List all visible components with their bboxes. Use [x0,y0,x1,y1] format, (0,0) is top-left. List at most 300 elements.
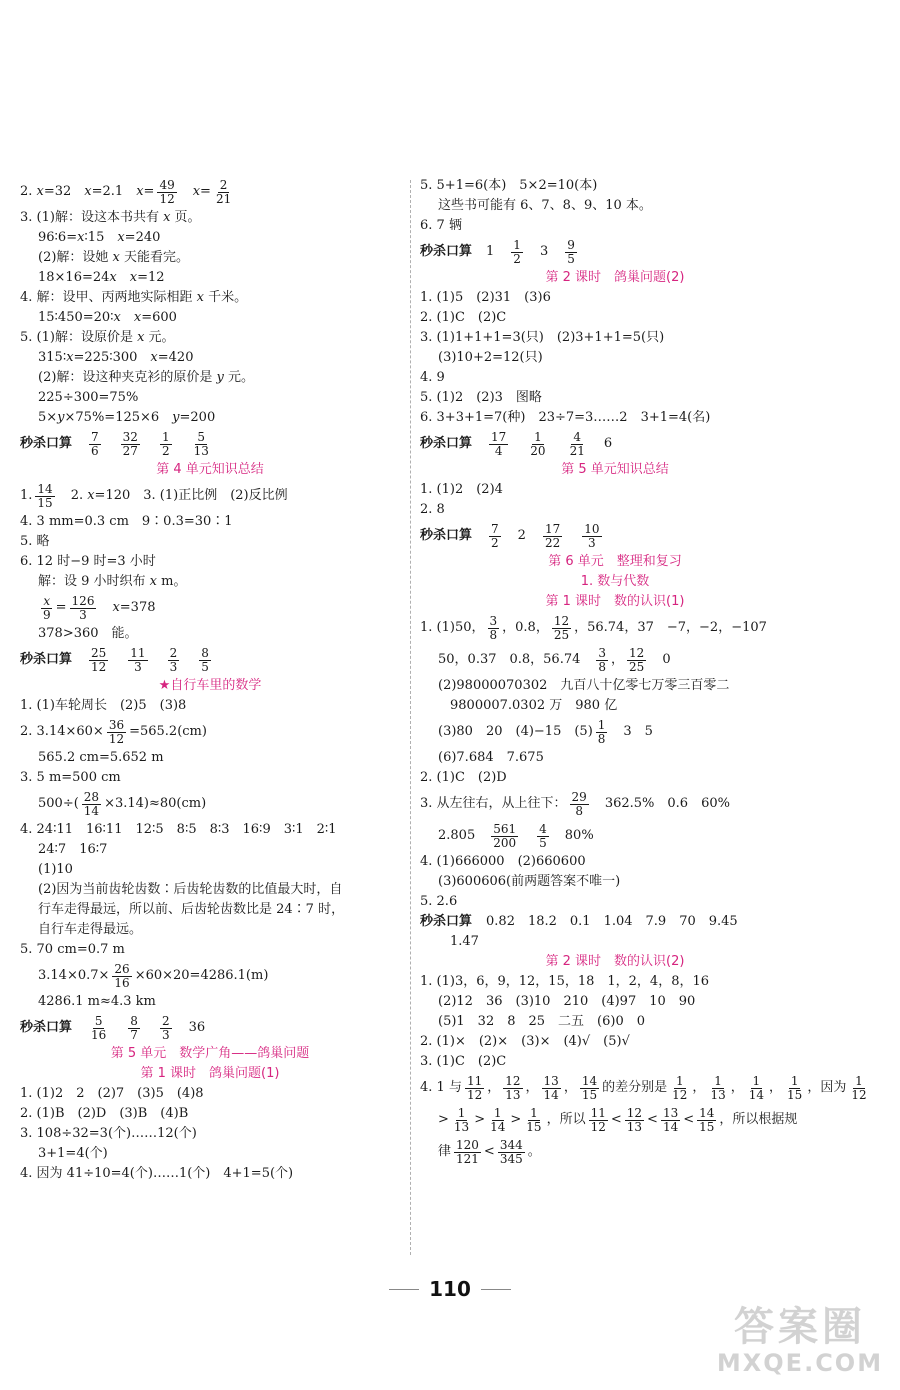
denominator: 5 [201,659,209,674]
answer-line [20,992,400,1012]
section-heading: 第 5 单元知识总结 [561,462,669,477]
denominator: 14 [83,803,100,818]
answer: 6 [603,436,613,451]
text-run: ， [487,1080,501,1095]
text-run: 5. 略 [20,534,50,549]
fraction [70,595,97,622]
text-run: 3 5 [610,724,653,739]
text-run: 80% [551,828,594,843]
fraction [747,1075,766,1102]
denominator: 5 [539,835,547,850]
section-heading: 第 4 单元知识总结 [156,462,264,477]
numerator: 1 [161,429,170,444]
text-run: 3+1=4(个) [38,1146,108,1161]
text-run: 自行车走得最远。 [38,922,143,937]
text-run: 行车走得最远，所以前、后齿轮齿数比是 24∶7 时， [38,902,345,917]
answer-line [420,872,810,892]
answer-line [20,920,400,940]
mental-math-label: 秒杀口算 [20,436,73,451]
numerator: 11 [466,1073,483,1088]
mental-math-label: 秒杀口算 [420,914,473,929]
text-run: ， [611,652,625,667]
denominator: 3 [79,607,87,622]
fraction [849,1075,868,1102]
numerator: 1 [513,237,521,252]
fraction [41,595,53,622]
text-run: 5. 2.6 [420,894,458,909]
text-run: 的差分别是 [602,1080,668,1095]
denominator: 2 [513,251,521,266]
fraction [89,1015,108,1042]
answer-line [420,348,810,368]
numerator: 17 [491,429,507,444]
section-heading: ★自行车里的数学 [158,678,262,693]
text-run: 3. 从左往右，从上往下： [420,796,567,811]
answer-line [420,308,810,328]
fraction [214,179,233,206]
numerator: 561 [493,821,517,836]
text-run: ， [730,1080,744,1095]
answer-line [20,228,400,248]
answer: 0.82 18.2 0.1 1.04 7.9 70 9.45 [486,914,738,929]
denominator: 4 [494,443,503,458]
numerator: 1 [530,1105,538,1120]
answer-line [420,820,810,852]
denominator: 12 [108,731,125,746]
fraction [670,1075,689,1102]
answer: 1 [486,244,495,259]
answer-line [420,972,810,992]
text-run: 24∶7 16∶7 [38,842,108,857]
fraction [627,647,646,674]
fraction [785,1075,804,1102]
denominator: 13 [626,1119,643,1134]
answer-line [20,748,400,768]
answer-line [420,500,810,520]
numerator: 25 [91,645,107,660]
text-run: (2)解：设她 𝑥 天能看完。 [38,250,190,265]
numerator: 28 [83,789,100,804]
text-run: 这些书可能有 6、7、8、9、10 本。 [438,198,652,213]
denominator: 22 [544,535,561,550]
fraction [524,1107,543,1134]
numerator: 12 [505,1073,521,1088]
text-run: (3)600606(前两题答案不唯一) [438,874,621,889]
text-run: ，56.74，37 −7，−2，−107 [574,620,767,635]
answer-line [20,624,400,644]
watermark-line2: MXQE.COM [716,1349,884,1377]
text-run: ×3.14)≈80(cm) [104,796,207,811]
fraction [589,1107,608,1134]
right-column [420,176,867,1168]
text-run: 50，0.37 0.8，56.74 [438,652,594,667]
denominator: 8 [575,803,583,818]
answer-line [420,1072,867,1104]
answer-line [420,368,810,388]
text-run: 2. 3.14×60× [20,724,104,739]
fraction [582,523,601,550]
text-run: (2)解：设这种夹克衫的原价是 𝑦 元。 [38,370,255,385]
fraction [580,1075,599,1102]
fraction [168,647,180,674]
denominator: 13 [193,443,209,458]
numerator: 29 [571,789,587,804]
numerator: 1 [752,1073,761,1088]
text-run: (6)7.684 7.675 [438,750,544,765]
text-run: 3. (1)C (2)C [420,1054,507,1069]
section-heading: 1. 数与代数 [580,574,650,589]
answer-line [420,1032,810,1052]
answer-line [20,308,400,328]
denominator: 16 [91,1027,107,1042]
footer-rule-left [389,1289,419,1290]
answer-line [20,840,400,860]
text-run: (2)12 36 (3)10 210 (4)97 10 90 [438,994,696,1009]
answer-line [20,248,400,268]
answer-line [20,348,400,368]
denominator: 12 [159,191,175,206]
answer-line [420,676,810,696]
text-run: 2. (1)C (2)C [420,310,507,325]
denominator: 3 [169,659,178,674]
mental-math-label: 秒杀口算 [20,652,73,667]
answer-line [20,368,400,388]
text-run: 6. 3+3+1=7(种) 23÷7=3……2 3+1=4(名) [420,410,711,425]
denominator: 13 [710,1087,726,1102]
answer-line [420,1136,810,1168]
text-run: 4286.1 m≈4.3 km [38,994,156,1009]
numerator: 3 [598,645,607,660]
answer-line [20,940,400,960]
text-run: 1. [20,488,33,503]
fraction [528,431,547,458]
denominator: 8 [598,659,607,674]
text-run: 5. 5+1=6(本) 5×2=10(本) [420,178,598,193]
mental-math-row [420,520,810,552]
answer-line [420,480,810,500]
numerator: 13 [543,1073,559,1088]
answer-line [20,860,400,880]
denominator: 13 [505,1087,521,1102]
fraction [568,431,587,458]
fraction [157,179,176,206]
text-run: 4. 1 与 [420,1080,462,1095]
fraction [160,431,172,458]
text-run: (1)10 [38,862,73,877]
answer-line [420,748,810,768]
fraction [570,791,589,818]
text-run: 解：设 9 小时织布 𝑥 m。 [38,574,187,589]
text-run: 1. (1)车轮周长 (2)5 (3)8 [20,698,187,713]
text-run: 378>360 能。 [38,626,138,641]
text-run: 5. (1)2 (2)3 图略 [420,390,542,405]
answer-line [20,696,400,716]
text-run: 6. 7 辆 [420,218,462,233]
numerator: 49 [159,177,175,192]
denominator: 16 [114,975,130,990]
numerator: 1 [597,717,606,732]
numerator: 13 [662,1105,679,1120]
denominator: 21 [215,191,232,206]
section-heading: 第 1 课时 鸽巢问题(1) [140,1066,280,1081]
answer-line [20,552,400,572]
mental-math-label: 秒杀口算 [20,1020,73,1035]
denominator: 6 [91,443,99,458]
numerator: 5 [197,429,206,444]
mental-math-label: 秒杀口算 [420,436,473,451]
mental-math-row [20,644,400,676]
answer-line [420,1052,810,1072]
watermark-line1: 答案圈 [734,1304,866,1350]
answer-line [20,880,400,900]
column-divider [410,180,411,1255]
answer-line [20,1104,400,1124]
answer-line [20,572,400,592]
text-run: 4. 解：设甲、丙两地实际相距 𝑥 千米。 [20,290,248,305]
mental-math-row [420,428,810,460]
text-run: 3.14×0.7× [38,968,110,983]
text-run: (2)98000070302 九百八十亿零七万零三百零二 [438,678,730,693]
text-run: 1. (1)2 (2)4 [420,482,503,497]
denominator: 14 [748,1087,765,1102]
text-run: 。 [527,1144,541,1159]
text-run: < [683,1112,695,1127]
text-run: 5. (1)解：设原价是 𝑥 元。 [20,330,175,345]
numerator: 1 [714,1073,722,1088]
text-run: 565.2 cm=5.652 m [38,750,164,765]
footer-rule-right [481,1289,511,1290]
section-heading: 第 2 课时 数的认识(2) [545,954,685,969]
answer-line [420,788,810,820]
denominator: 25 [629,659,645,674]
numerator: 7 [491,521,499,536]
denominator: 12 [672,1087,688,1102]
fraction [511,239,523,266]
text-run: 4. 3 mm=0.3 cm 9∶0.3=30∶1 [20,514,233,529]
text-run: (5)1 32 8 25 二五 (6)0 0 [438,1014,645,1029]
text-run: 2.805 [438,828,489,843]
fraction [452,1107,471,1134]
answer-line [20,208,400,228]
numerator: 12 [629,645,645,660]
answer-line [20,768,400,788]
numerator: 3 [489,613,498,628]
fraction [112,963,131,990]
answer-line [20,388,400,408]
denominator: 3 [161,1027,170,1042]
numerator: 2 [169,645,178,660]
watermark-logo [705,1305,895,1385]
fraction [121,431,140,458]
fraction [488,1107,507,1134]
text-run: 315∶𝑥=225∶300 𝑥=420 [38,350,194,365]
answer-line [20,288,400,308]
fraction [661,1107,680,1134]
denominator: 15 [581,1087,598,1102]
denominator: 8 [489,627,498,642]
numerator: 120 [456,1137,479,1152]
text-run: 0 [649,652,671,667]
text-run [521,826,534,846]
answer-line [420,612,810,644]
text-run: 2. (1)C (2)D [420,770,507,785]
numerator: 11 [130,645,146,660]
fraction [454,1139,481,1166]
answer-line [20,1124,400,1144]
fraction [89,431,101,458]
answer: 36 [188,1020,206,1035]
fraction [489,431,508,458]
answer-line [420,216,810,236]
numerator: 17 [544,521,561,536]
text-run: > [474,1112,486,1127]
mental-math-row [420,912,810,932]
answer-line [420,852,810,872]
answer-line [420,1012,810,1032]
fraction [552,615,571,642]
denominator: 12 [466,1087,483,1102]
denominator: 121 [456,1151,479,1166]
section-heading: 第 2 课时 鸽巢问题(2) [545,270,685,285]
numerator: 1 [855,1073,863,1088]
fraction [488,615,500,642]
denominator: 12 [91,659,107,674]
answer-line [20,480,400,512]
text-run: 225÷300=75% [38,390,139,405]
answer-line [420,696,810,716]
answer-line [20,328,400,348]
numerator: 12 [553,613,570,628]
numerator: 11 [590,1105,606,1120]
text-run: = [55,600,67,615]
text-run: 𝑥= [179,184,211,199]
text-run: 3. (1)1+1+1=3(只) (2)3+1+1=5(只) [420,330,665,345]
numerator: 8 [130,1013,138,1028]
fraction [465,1075,484,1102]
fraction [489,523,501,550]
text-run: 5. 70 cm=0.7 m [20,942,125,957]
answer-line [420,196,810,216]
fraction [199,647,211,674]
text-run: 1. (1)50， [420,620,485,635]
fraction [160,1015,172,1042]
fraction [625,1107,644,1134]
answer-line [420,768,810,788]
answer-line [20,176,400,208]
denominator: 15 [787,1087,803,1102]
numerator: 32 [122,429,138,444]
page-number: 110 [429,1277,471,1301]
page-footer [330,1275,570,1303]
denominator: 8 [597,731,606,746]
answer-line [420,644,810,676]
mental-math-row [20,428,400,460]
numerator: 1 [534,429,542,444]
text-run: 2. (1)B (2)D (3)B (4)B [20,1106,189,1121]
answer-line [420,1104,810,1136]
text-run: 9800007.0302 万 980 亿 [450,698,618,713]
text-run: 4. (1)666000 (2)660600 [420,854,586,869]
text-run: 1. (1)3，6，9，12，15，18 1，2，4，8，16 [420,974,710,989]
answer-line [20,408,400,428]
fraction [542,1075,561,1102]
answer-line [420,328,810,348]
numerator: 26 [114,961,130,976]
text-run: ，所以 [546,1112,586,1127]
text-run: 2. 𝑥=32 𝑥=2.1 𝑥= [20,184,155,199]
text-run: 5×𝑦×75%=125×6 𝑦=200 [38,410,216,425]
denominator: 5 [567,251,575,266]
denominator: 20 [530,443,546,458]
fraction [128,647,147,674]
text-run: ， [525,1080,539,1095]
text-run: ， [692,1080,706,1095]
answer-line [20,1164,400,1184]
text-run: 500÷( [38,796,79,811]
denominator: 345 [499,1151,523,1166]
answer-line [20,512,400,532]
text-run: > [438,1112,449,1127]
numerator: 10 [584,521,600,536]
answer-line [420,892,810,912]
denominator: 2 [161,443,170,458]
answer-line [420,932,810,952]
numerator: 1 [457,1105,466,1120]
text-run: 3. 108÷32=3(个)……12(个) [20,1126,197,1141]
fraction [107,719,126,746]
numerator: 4 [539,821,547,836]
answer-line [20,592,400,624]
answer-line [420,288,810,308]
denominator: 15 [37,495,53,510]
mental-math-label: 秒杀口算 [420,528,473,543]
numerator: 1 [790,1073,799,1088]
fraction [128,1015,140,1042]
numerator: 126 [71,593,95,608]
numerator: 1 [493,1105,502,1120]
denominator: 12 [590,1119,606,1134]
text-run: 3. 5 m=500 cm [20,770,121,785]
denominator: 200 [493,835,517,850]
numerator: 𝑥 [43,593,51,608]
denominator: 3 [134,659,142,674]
text-run: ， [769,1080,783,1095]
answer-line [20,788,400,820]
answer-line [420,176,810,196]
numerator: 9 [567,237,575,252]
text-run: ，0.8， [502,620,549,635]
text-run: < [483,1144,495,1159]
denominator: 7 [130,1027,138,1042]
section-heading: 第 1 课时 数的认识(1) [545,594,685,609]
denominator: 12 [851,1087,867,1102]
numerator: 36 [108,717,125,732]
left-column [20,176,400,1184]
text-run: 2. 8 [420,502,445,517]
mental-math-row [20,1012,400,1044]
answer: 3 [539,244,549,259]
text-run: 362.5% 0.6 60% [591,796,730,811]
text-run: ×60×20=4286.1(m) [134,968,269,983]
text-run: =565.2(cm) [129,724,207,739]
text-run: 2. 𝑥=120 3. (1)正比例 (2)反比例 [57,488,288,503]
fraction [543,523,562,550]
section-heading: 第 6 单元 整理和复习 [548,554,682,569]
fraction [697,1107,716,1134]
text-run: 律 [438,1144,452,1159]
answer-line [20,1144,400,1164]
numerator: 344 [499,1137,523,1152]
